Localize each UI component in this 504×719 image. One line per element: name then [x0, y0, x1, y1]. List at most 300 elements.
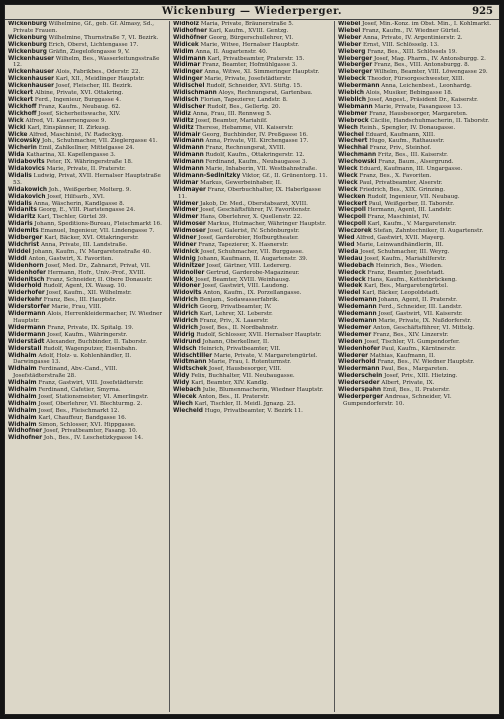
directory-entry	[338, 42, 496, 49]
entry-surname: Wicherin	[8, 145, 37, 152]
entry-details: Alfred, VI. Kasernengasse 9.	[25, 117, 107, 124]
directory-entry	[173, 366, 331, 373]
entry-surname: Widenitsch	[8, 276, 45, 283]
entry-surname: Wiedemer	[338, 324, 372, 331]
entry-surname: Widmoser	[173, 228, 206, 235]
directory-entry	[8, 332, 166, 339]
directory-entry	[173, 290, 331, 297]
directory-entry	[338, 353, 496, 360]
entry-details: Rudolf, Schneider, XVI. Stiftg. 15.	[206, 83, 302, 90]
entry-details: Marie, Private, II. Praterstr.	[46, 166, 126, 173]
directory-entry	[8, 152, 166, 159]
entry-details: Franz, Bes., VIII. Antonsburgg. 8.	[373, 62, 470, 69]
entry-surname: Wickl	[8, 124, 26, 131]
entry-details: Josef, Oberlehrer, VI. Blechturmg. 2.	[38, 400, 143, 407]
entry-surname: Widdl	[8, 255, 27, 262]
directory-entry	[338, 125, 496, 132]
entry-details: Anna, II. Augartenstr. 40.	[195, 48, 268, 55]
entry-surname: Widmer	[173, 200, 199, 207]
entry-details: Franz, Hausbesorger, Margareten.	[369, 110, 468, 117]
directory-entry	[173, 35, 331, 42]
entry-details: Josef, Galerist, IV. Schönburgstr.	[207, 228, 300, 235]
entry-details: Josef, Kaufm., Mariahilferstr.	[364, 255, 447, 262]
entry-details: Anna, Witwe, XI. Simmeringer Hauptstr.	[204, 69, 320, 76]
entry-details: Josef, Bes., Fleischmarkt 12.	[38, 407, 120, 414]
entry-details: Georg, Buchbinder, IV. Preßgasse 16.	[202, 131, 308, 138]
directory-entry	[8, 297, 166, 304]
entry-details: Franz, Baum., Alsergrund.	[378, 159, 454, 166]
entry-surname: Wiedemann	[338, 317, 377, 324]
entry-details: Josef, Gärtner, VIII. Ledererg.	[206, 262, 292, 269]
entry-details: Alois, Herrenkleidermacher, IV. Wiedner Hauptstr.	[13, 311, 163, 324]
entry-surname: Widabovits	[8, 159, 45, 166]
entry-details: Fritz, Bes., III. Kaiserstr.	[377, 152, 448, 159]
entry-details: Joh., Bes., IV. Leschetizkygasse 14.	[43, 435, 143, 442]
entry-surname: Widerhold	[8, 283, 42, 290]
entry-details: Anton, Geschäftsführer, VI. Mittelg.	[373, 324, 475, 331]
directory-entry	[173, 138, 331, 145]
page-title: Wickenburg — Wiederperger.	[161, 6, 343, 17]
directory-entry	[8, 428, 166, 435]
entry-details: Cäcilie, Handschuhmacherin, II. Taborstr.	[370, 117, 490, 124]
entry-surname: Widischel	[173, 83, 205, 90]
entry-surname: Widerstorfer	[8, 304, 50, 311]
directory-entry	[338, 228, 496, 235]
entry-surname: Widnitzer	[173, 262, 205, 269]
directory-entry	[338, 221, 496, 228]
directory-entry	[338, 242, 496, 249]
entry-details: Mathias, Kaufmann, II.	[369, 352, 436, 359]
entry-surname: Widermann	[8, 331, 46, 338]
entry-surname: Wiebermann	[338, 83, 380, 90]
directory-entry	[8, 194, 166, 201]
entry-surname: Wiechowski	[338, 159, 377, 166]
entry-details: Franz, Bes., III. Hauptstr.	[43, 297, 117, 304]
directory-entry	[8, 339, 166, 346]
directory-entry	[8, 422, 166, 429]
entry-details: Adolf, Holz- u. Kohlenhändler, II. Darwingasse 13.	[13, 352, 132, 366]
entry-details: Karl, Lehrer, XI. Leberstr.	[199, 311, 273, 318]
entry-details: Franz, Gastwirt, VIII. Josefstädterstr.	[38, 380, 144, 387]
directory-entry	[8, 49, 166, 56]
directory-entry	[173, 408, 331, 415]
entry-details: Josef, Angest., Präsident Dr., Kaiserstr.	[367, 96, 478, 103]
directory-entry	[173, 249, 331, 256]
directory-entry	[173, 325, 331, 332]
entry-surname: Widischmann	[173, 90, 217, 97]
entry-surname: Widisch	[173, 96, 199, 103]
directory-entry	[173, 132, 331, 139]
entry-details: Eduard, Kaufmann, XIII.	[365, 131, 435, 138]
page-header	[5, 5, 499, 20]
directory-entry	[338, 290, 496, 297]
directory-entry	[338, 76, 496, 83]
entry-surname: Widimar	[173, 62, 201, 69]
entry-surname: Widenhofer	[8, 269, 47, 276]
entry-surname: Wieber	[338, 41, 362, 48]
entry-surname: Widdel	[8, 248, 31, 255]
entry-surname: Widakowich	[8, 186, 48, 193]
entry-surname: Wiedemann	[338, 311, 377, 318]
directory-entry	[8, 145, 166, 152]
entry-surname: Widsch	[173, 345, 197, 352]
entry-surname: Wiedemer	[338, 331, 372, 338]
directory-entry	[8, 166, 166, 173]
directory-entry	[173, 339, 331, 346]
directory-entry	[8, 228, 166, 235]
directory-entry	[173, 283, 331, 290]
directory-entry	[8, 401, 166, 408]
entry-details: Stefan, Zahntechniker, II. Augartenstr.	[373, 228, 484, 235]
entry-surname: Wiedek	[338, 283, 363, 290]
entry-details: Rudolf, Wagenputzer, Eisenbahn.	[43, 345, 138, 352]
entry-surname: Widerstall	[8, 345, 42, 352]
entry-details: Karl, Privatbeamter, Praterstr. 15.	[207, 55, 305, 62]
directory-entry	[8, 366, 166, 380]
entry-details: Wilhelm, Bes., Wasserleitungsstraße 12.	[13, 55, 160, 69]
directory-entry	[338, 366, 496, 373]
entry-details: Markus, Hutmacher, Währinger Hauptstr.	[207, 221, 326, 228]
directory-entry	[338, 387, 496, 394]
directory-entry	[8, 235, 166, 242]
directory-entry	[338, 118, 496, 125]
directory-entry	[8, 187, 166, 194]
entry-details: Hermann, Agent, III. Landstr.	[367, 207, 452, 214]
directory-entry	[338, 194, 496, 201]
entry-surname: Widberger	[8, 235, 43, 242]
entry-surname: Wiecek	[173, 393, 197, 400]
entry-surname: Widhalm	[8, 421, 37, 428]
entry-surname: Widmann	[173, 152, 204, 159]
entry-surname: Wiebel	[338, 27, 361, 34]
entry-surname: Widmer	[173, 214, 199, 221]
entry-surname: Wiederschein	[338, 373, 383, 380]
directory-entry	[338, 166, 496, 173]
entry-surname: Widtmann	[173, 359, 207, 366]
entry-details: Josef, Bes., II. Nordbahnstr.	[199, 324, 279, 331]
directory-entry	[338, 56, 496, 63]
entry-surname: Wieberg	[338, 48, 366, 55]
directory-entry	[338, 256, 496, 263]
directory-entry	[8, 435, 166, 442]
entry-surname: Widemits	[8, 228, 39, 235]
entry-details: Georg, Privatbeamter, IV.	[199, 304, 272, 311]
entry-surname: Wieck	[338, 186, 358, 193]
directory-entry	[173, 387, 331, 394]
directory-entry	[338, 49, 496, 56]
entry-surname: Widnig	[173, 255, 196, 262]
directory-entry	[173, 214, 331, 221]
entry-details: Paul, Weißgerber, II. Taborstr.	[368, 200, 454, 207]
entry-surname: Widhalm	[8, 380, 37, 387]
entry-details: Wilhelmine, Gf., geb. Gf. Almasy, Sd., Private Frauen.	[13, 21, 155, 34]
directory-entry	[8, 304, 166, 311]
directory-entry	[8, 311, 166, 325]
entry-details: Peter, IX. Währingerstraße 18.	[46, 159, 133, 166]
directory-entry	[173, 394, 331, 401]
entry-details: Marie, Private, Fasangasse 13.	[374, 103, 462, 110]
entry-surname: Wieczorek	[338, 228, 372, 235]
directory-entry	[173, 277, 331, 284]
entry-surname: Wieblich	[338, 96, 366, 103]
directory-entry	[338, 346, 496, 353]
directory-entry	[338, 373, 496, 380]
entry-details: Franz, Rechnungsrat, XVIII.	[205, 145, 286, 152]
directory-entry	[338, 277, 496, 284]
entry-surname: Wickenhauser	[8, 83, 54, 90]
directory-entry	[8, 35, 166, 42]
entry-surname: Wickert	[8, 96, 34, 103]
directory-entry	[338, 270, 496, 277]
entry-surname: Wiechhal	[338, 145, 368, 152]
entry-surname: Widhalm	[8, 366, 37, 373]
entry-surname: Wickenburg	[8, 41, 47, 48]
entry-surname: Widiz	[173, 110, 191, 117]
directory-entry	[338, 132, 496, 139]
entry-surname: Widhöfner	[173, 34, 208, 41]
entry-details: Ferdinand, Cafetier, Smyrna.	[38, 387, 121, 394]
directory-entry	[338, 187, 496, 194]
directory-entry	[173, 235, 331, 242]
entry-surname: Widrich	[173, 311, 198, 318]
entry-surname: Widmar	[173, 179, 199, 186]
entry-details: Hans, Oberlehrer, X. Quellenstr. 22.	[200, 214, 303, 221]
entry-details: Hans, Kaufm., Kettenbrückeng.	[367, 276, 457, 283]
entry-details: Josef, Hausbesorger, VIII.	[208, 366, 282, 373]
entry-details: Erich, Oberst, Lichtengasse 17.	[48, 41, 139, 48]
entry-surname: Wieberger	[338, 69, 373, 76]
entry-surname: Wiechmann	[338, 152, 377, 159]
directory-entry	[8, 76, 166, 83]
entry-details: Josef, Kaufm., XII. Wilhelmstr.	[46, 290, 132, 297]
entry-details: Paul, Bes., Margareten.	[381, 366, 449, 373]
entry-details: Marie, Private, V. Margaretengürtel.	[213, 352, 318, 359]
entry-surname: Widhalm	[8, 414, 37, 421]
entry-details: Albine, Private, XVI. Ottakring.	[34, 90, 124, 97]
entry-surname: Widimann	[173, 55, 206, 62]
directory-entry	[8, 256, 166, 263]
entry-details: Therese, Hebamme, VII. Kaiserstr.	[195, 124, 294, 131]
directory-entry	[8, 56, 166, 70]
directory-entry	[173, 221, 331, 228]
entry-details: Anna, Private, IV. Argentinierstr. 2.	[363, 34, 463, 41]
entry-details: Karl, Kaufm., XVIII. Gentzg.	[208, 27, 289, 34]
directory-entry	[338, 159, 496, 166]
directory-columns	[5, 21, 499, 712]
entry-details: Josef, Garderobier, Hofburgtheater.	[198, 235, 299, 242]
entry-details: Gräfin, Ziegelofengasse 9, V.	[48, 48, 130, 55]
directory-entry	[8, 270, 166, 277]
entry-surname: Widner	[173, 242, 197, 248]
directory-entry	[338, 21, 496, 28]
entry-details: Franz, Priv., Steinhof.	[369, 145, 432, 152]
directory-entry	[8, 387, 166, 394]
entry-details: Karl, Bes., Margaretengürtel.	[364, 283, 448, 290]
entry-details: Georg, Bürgerschullehrer, VI.	[208, 34, 294, 41]
entry-surname: Wickenburg	[8, 21, 47, 27]
entry-details: Georg, E., VIII. Piaristengasse 24.	[38, 207, 136, 214]
entry-details: Josef, Geschäftsführer, IV. Favoritenstr.	[200, 207, 311, 214]
entry-details: Anna, Wäscherin, Kandlgasse 8.	[33, 200, 125, 207]
directory-entry	[8, 353, 166, 367]
directory-entry	[173, 201, 331, 208]
directory-entry	[173, 97, 331, 104]
entry-details: Franz, Beamter, Hofmühlgasse 3.	[202, 62, 298, 69]
entry-surname: Wieden	[338, 338, 363, 345]
entry-surname: Wickenhauser	[8, 55, 54, 62]
directory-entry	[173, 69, 331, 76]
entry-surname: Wiebeck	[338, 76, 366, 83]
entry-surname: Widmoser	[173, 221, 206, 228]
directory-entry	[8, 138, 166, 145]
entry-surname: Widner	[173, 235, 197, 242]
directory-entry	[8, 21, 166, 35]
directory-entry	[173, 76, 331, 83]
entry-surname: Wickhoff	[8, 103, 37, 110]
entry-details: Ferdinand, Abv.-Cand., VIII. Josefstädterstraße 28.	[13, 366, 118, 380]
entry-surname: Widicek	[173, 41, 199, 48]
entry-details: Ernst, VIII. Schlösselg. 13.	[363, 41, 439, 48]
entry-surname: Widrich	[173, 304, 198, 311]
directory-entry	[8, 346, 166, 353]
entry-details: Karl, Chauffeur, Bandgasse 16.	[38, 414, 127, 421]
directory-entry	[173, 263, 331, 270]
entry-details: Johann, Kaufm., IV. Margaretenstraße 40.	[32, 248, 151, 255]
entry-details: Franz, Bes., XIV. Linzerstr.	[373, 331, 449, 338]
directory-entry	[8, 159, 166, 166]
entry-surname: Widovits	[173, 290, 202, 297]
entry-surname: Widanits	[8, 207, 37, 214]
directory-entry	[338, 83, 496, 90]
directory-entry	[8, 201, 166, 208]
entry-surname: Widholz	[173, 21, 200, 27]
directory-entry	[338, 111, 496, 118]
entry-details: Hermann, Hofr., Univ.-Prof., XVIII.	[47, 269, 146, 276]
entry-surname: Widmer	[173, 207, 199, 214]
entry-surname: Widrich	[173, 324, 198, 331]
directory-entry	[8, 104, 166, 111]
entry-details: Markus, Gewerbeinhaber, II.	[200, 179, 282, 186]
entry-details: Aloys, Rechnungsrat, Gartenbau.	[218, 90, 313, 97]
entry-details: Rudolf, Bes., Gellertg. 20.	[207, 103, 281, 110]
entry-details: Heinrich, Bes., Wieden.	[375, 262, 443, 269]
entry-details: Marie, Leinwandhändlerin, III.	[356, 242, 444, 248]
entry-details: Franz, Priv., X. Laaerstr.	[199, 317, 269, 324]
entry-details: Florian, Tapezierer, Landstr. 8.	[200, 96, 288, 103]
directory-entry	[338, 152, 496, 159]
entry-details: Ferd., Ingenieur, Burggasse 4.	[34, 96, 122, 103]
entry-details: Emanuel, Ingenieur, VII. Lindengasse 7.	[40, 228, 155, 235]
entry-surname: Widmann	[173, 166, 204, 173]
entry-details: Karl, Einspänner, II. Zirkusg.	[27, 124, 110, 131]
entry-details: Felix, Buchhalter, VII. Neubaugasse.	[191, 373, 295, 380]
entry-details: Josef, Stationsmeister, VI. Amerlingstr.	[38, 393, 149, 400]
directory-entry	[8, 249, 166, 256]
entry-surname: Widim	[173, 48, 194, 55]
entry-surname: Wied	[338, 242, 355, 248]
entry-surname: Widhalm	[8, 400, 37, 407]
entry-surname: Widnoller	[173, 269, 205, 276]
entry-surname: Wiedemann	[338, 304, 377, 311]
entry-details: Franz, Maschinist, IV.	[367, 214, 430, 221]
directory-entry	[8, 173, 166, 187]
entry-surname: Widmann	[173, 145, 204, 152]
entry-surname: Widok	[173, 276, 194, 283]
entry-surname: Wied	[338, 235, 355, 242]
entry-details: Anna, Private, VII. Kirchengasse 17.	[205, 138, 309, 145]
directory-entry	[338, 263, 496, 270]
entry-surname: Widaritz	[8, 214, 36, 221]
entry-details: Ferd., Schneider, III. Landstr.	[378, 304, 463, 311]
entry-surname: Widhalm	[8, 352, 37, 359]
entry-details: Eduard, Kaufmann, III. Ungargasse.	[359, 166, 463, 173]
directory-entry	[8, 394, 166, 401]
entry-surname: Widmann-Sedlnitzky	[173, 172, 241, 179]
entry-surname: Wiebmer	[338, 110, 368, 117]
directory-entry	[173, 173, 331, 180]
entry-surname: Widmann	[173, 159, 204, 166]
column-3	[334, 21, 499, 712]
entry-details: Andreas, Schneider, VI. Gumpendorferstr. 10.	[343, 393, 452, 407]
entry-details: Karl, Bäcker, XVI. Ottakringerstr.	[44, 235, 139, 242]
entry-details: Josef, Med. Dr., Zahnarzt, Privat, VII.	[45, 262, 151, 269]
directory-entry	[8, 242, 166, 249]
entry-details: Marie, Frau, VIII.	[51, 304, 102, 311]
entry-details: Josef, Fleischer, III. Bezirk.	[55, 83, 133, 90]
entry-details: Anna, Leichenbest., Leonhardg.	[381, 83, 472, 90]
directory-entry	[173, 62, 331, 69]
directory-entry	[173, 187, 331, 201]
entry-details: Johann, Speditions-Bureau, Fleischmarkt 16.	[34, 221, 162, 228]
entry-surname: Wickenhauser	[8, 76, 54, 83]
entry-details: Katharina, XI. Kapellengasse 3.	[26, 152, 116, 159]
entry-details: Alois, Musiker, Bebingasse 18.	[365, 90, 453, 97]
entry-details: Franz, Kaufm., Neubaug. 62.	[38, 103, 121, 110]
entry-surname: Widinger	[173, 76, 203, 83]
entry-surname: Wiedebach	[338, 262, 375, 269]
directory-entry	[338, 104, 496, 111]
entry-details: Franz, Oberbuchhalter, IX. Haberlgasse 11.	[178, 186, 321, 200]
directory-entry	[8, 118, 166, 125]
entry-details: Franz, Kaufm., IV. Wiedner Gürtel.	[362, 27, 461, 34]
entry-details: Alfred, Maschinist, IV. Radeckyg.	[29, 131, 124, 138]
entry-surname: Wiebmann	[338, 103, 373, 110]
directory-entry	[8, 283, 166, 290]
directory-entry	[173, 180, 331, 187]
entry-surname: Wieda	[338, 248, 359, 255]
directory-entry	[8, 90, 166, 97]
directory-entry	[173, 42, 331, 49]
entry-details: Anna, Frau, III. Rennweg 5.	[192, 110, 272, 117]
entry-details: Johann, Oberkellner, II.	[202, 338, 270, 345]
entry-details: Franz, Bes., X. Favoriten.	[359, 172, 432, 179]
directory-entry	[173, 145, 331, 152]
entry-details: Marie, Private, IX. Nußdorferstr.	[378, 317, 472, 324]
entry-surname: Wiederer	[338, 352, 369, 359]
entry-details: Alois, Fabrikbes., Oderstr. 22.	[55, 69, 141, 76]
entry-surname: Widermann	[8, 324, 46, 331]
directory-entry	[173, 346, 331, 353]
entry-details: Simon, Schlosser, XVI. Hippgasse.	[38, 421, 136, 428]
directory-entry	[8, 132, 166, 139]
entry-details: Josef, Priv., XIII. Hietzing.	[384, 373, 458, 380]
entry-details: Karl, Tischler, Gürtel 39.	[37, 214, 108, 221]
entry-surname: Wiech	[338, 124, 358, 131]
directory-entry	[8, 408, 166, 415]
directory-entry	[8, 69, 166, 76]
directory-entry	[173, 256, 331, 263]
entry-surname: Wick	[8, 117, 24, 124]
